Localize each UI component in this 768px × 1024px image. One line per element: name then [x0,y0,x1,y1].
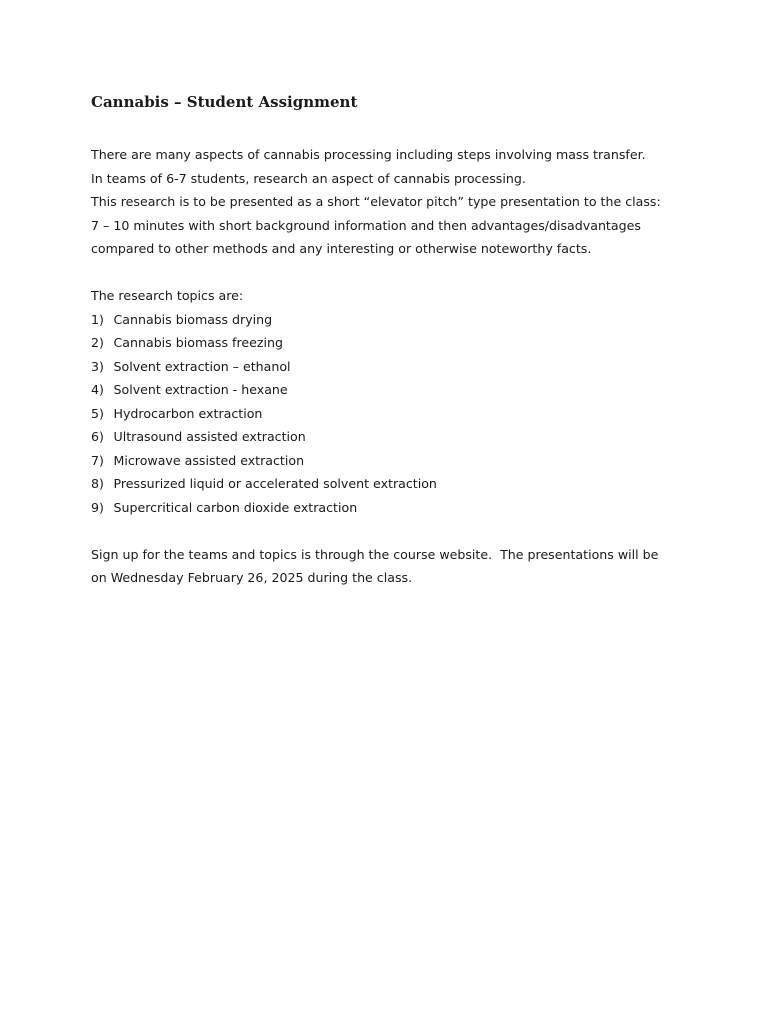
list-item [91,472,691,496]
topics-list [91,308,691,520]
list-item [91,449,691,473]
list-item-text: Cannabis biomass drying [113,311,273,327]
topics-heading: The research topics are: [91,288,244,303]
list-item-text: Solvent extraction - hexane [113,382,288,397]
list-item [91,331,691,355]
signup-line: Sign up for the teams and topics is through the course website. The presentations will be [91,546,659,562]
intro-line: This research is to be presented as a short “elevator pitch” type presentation to the class: [91,194,661,209]
list-item-text: Pressurized liquid or accelerated solvent extraction [113,476,437,491]
intro-line: In teams of 6-7 students, research an aspect of cannabis processing. [91,170,526,186]
list-item-text: Hydrocarbon extraction [113,405,263,421]
list-item-number: 1) [91,311,104,327]
list-item-text: Ultrasound assisted extraction [113,429,306,444]
intro-line: There are many aspects of cannabis processing including steps involving mass transfer. [91,147,646,162]
signup-paragraph [91,543,691,590]
list-item-number: 5) [91,405,104,421]
intro-paragraph [91,143,691,261]
list-item-number: 8) [91,476,104,491]
list-item-number: 2) [91,335,104,350]
intro-line: 7 – 10 minutes with short background information and then advantages/disadvantages [91,217,641,233]
list-item [91,378,691,402]
list-item-text: Cannabis biomass freezing [113,335,283,350]
list-item [91,355,691,379]
intro-line: compared to other methods and any interesting or otherwise noteworthy facts. [91,241,592,256]
list-item [91,496,691,520]
document-title: Cannabis – Student Assignment [91,93,358,111]
list-item [91,402,691,426]
signup-line: on Wednesday February 26, 2025 during the class. [91,570,413,585]
list-item-text: Solvent extraction – ethanol [113,358,291,374]
list-item [91,308,691,332]
list-item [91,425,691,449]
document-body [91,91,691,590]
list-item-number: 9) [91,499,104,515]
list-item-number: 6) [91,429,104,444]
list-item-text: Microwave assisted extraction [113,452,305,468]
list-item-number: 4) [91,382,104,397]
list-item-number: 3) [91,358,104,374]
list-item-number: 7) [91,452,104,468]
list-item-text: Supercritical carbon dioxide extraction [113,499,358,515]
